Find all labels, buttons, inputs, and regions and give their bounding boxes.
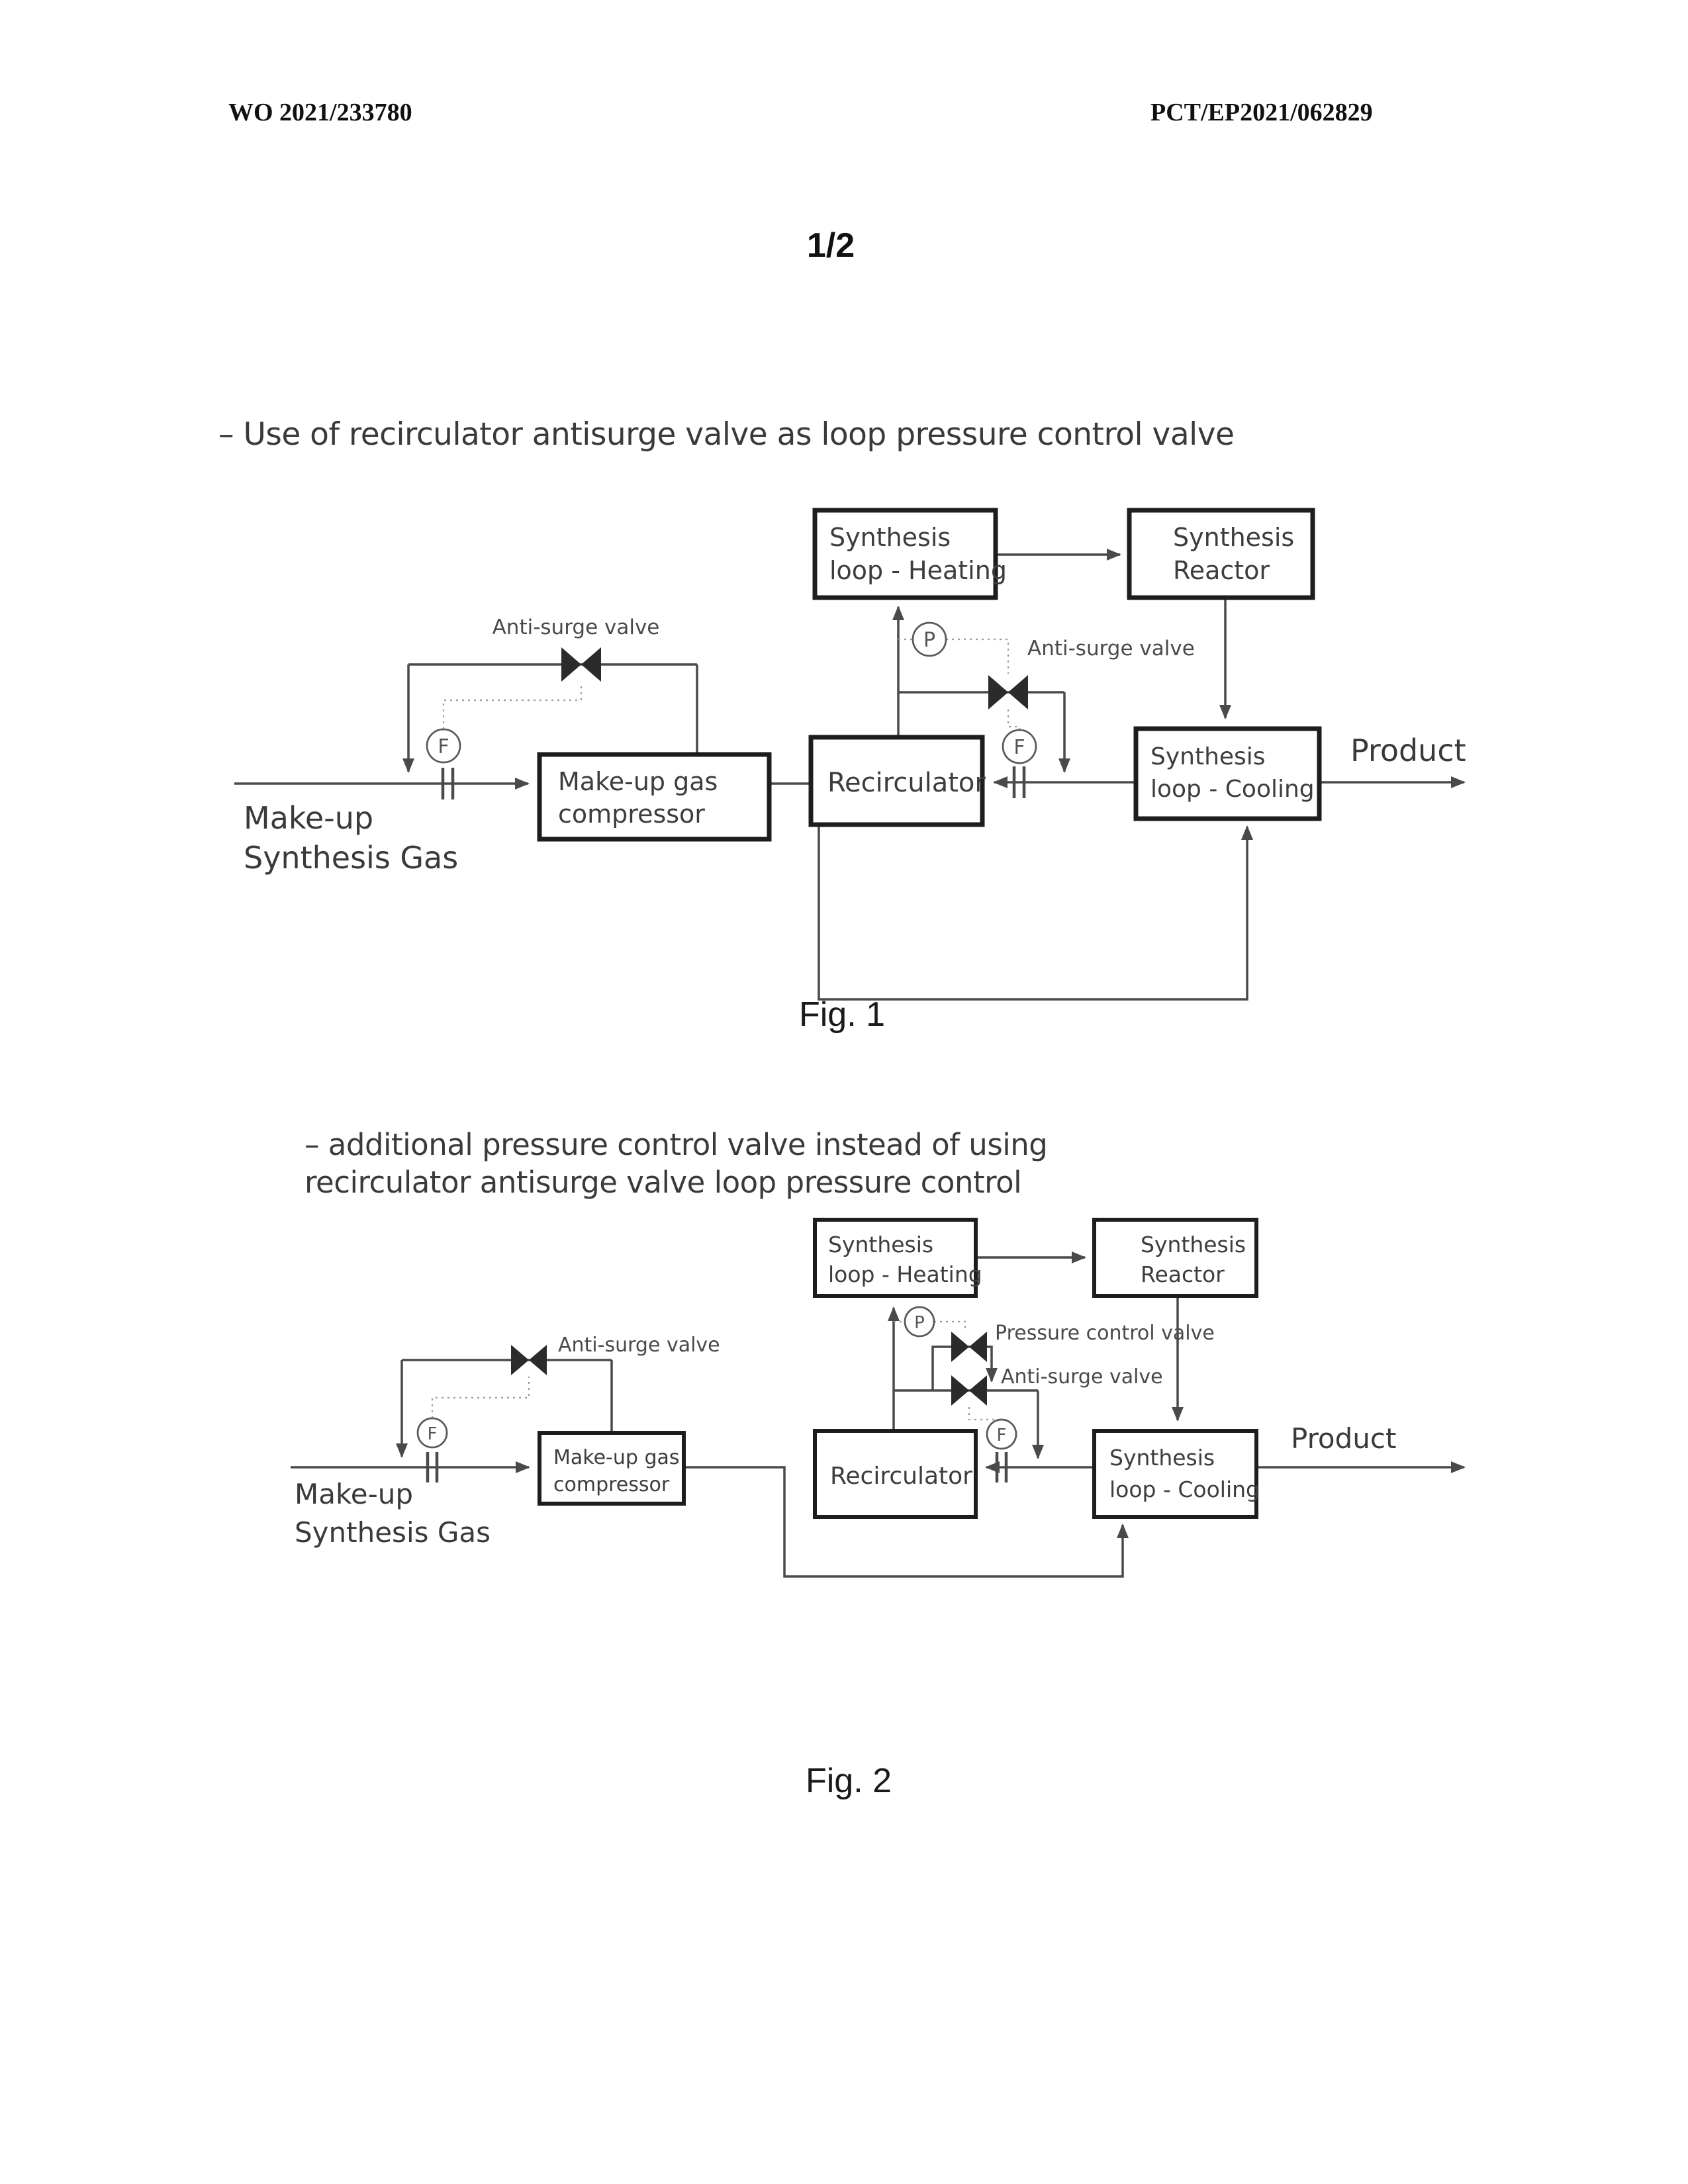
fig2-heating-label-line1: Synthesis [828, 1232, 934, 1257]
fig1-reactor-label-line1: Synthesis [1173, 523, 1295, 552]
publication-number: WO 2021/233780 [228, 99, 412, 126]
fig1-cooling-label-line2: loop - Cooling [1150, 776, 1315, 803]
fig2-pressure-signal-line [934, 1322, 965, 1330]
fig1-compressor-label-line1: Make-up gas [558, 767, 718, 796]
fig1-makeup-flow-sensor-icon [427, 729, 460, 762]
fig2-feed-label-line2: Synthesis Gas [295, 1516, 491, 1549]
fig1-loop-antisurge-valve-icon [988, 675, 1028, 709]
fig2-loop-flow-sensor-icon [987, 1420, 1016, 1449]
fig2-product-label: Product [1291, 1422, 1397, 1455]
fig1-pressure-sensor-icon [913, 623, 946, 656]
fig1-recirculator-box [811, 737, 986, 825]
fig2-makeup-flow-sensor-letter: F [427, 1424, 438, 1444]
fig2-compressor-label-line1: Make-up gas [553, 1446, 680, 1469]
fig1-title: – Use of recirculator antisurge valve as loop pressure control valve [218, 416, 1235, 453]
fig2-reactor-label-line2: Reactor [1141, 1261, 1225, 1287]
fig2-makeup-flow-signal-line [432, 1377, 529, 1418]
fig2-compressor-label-line2: compressor [553, 1473, 670, 1496]
fig2-loop-flow-sensor-letter: F [996, 1426, 1007, 1445]
fig1-recirculator-label: Recirculator [827, 768, 986, 798]
fig1-reactor-label-line2: Reactor [1173, 556, 1270, 585]
fig2-recirculator-label: Recirculator [830, 1463, 972, 1490]
fig2-pressure-control-valve-icon [951, 1332, 987, 1362]
fig1-compressor-box [539, 754, 769, 839]
fig2-pressure-sensor-icon [905, 1307, 934, 1336]
fig2-reactor-box [1094, 1220, 1256, 1296]
fig2-loop-antisurge-valve-icon [951, 1375, 987, 1406]
fig2-pressure-control-valve-label: Pressure control valve [995, 1322, 1215, 1345]
application-number: PCT/EP2021/062829 [1150, 99, 1373, 126]
fig1-pressure-signal-line [946, 639, 1008, 674]
fig2-heating-label-line2: loop - Heating [828, 1261, 982, 1287]
fig2-cooling-label-line1: Synthesis [1109, 1445, 1215, 1471]
fig1-reactor-box [1129, 510, 1313, 598]
fig2-compressor-antisurge-valve-icon [511, 1345, 547, 1375]
fig2-loop-flow-signal-line [969, 1407, 1002, 1420]
fig1-compressor-label-line2: compressor [558, 799, 705, 829]
fig2-compressor-antisurge-valve-label: Anti-surge valve [558, 1334, 720, 1357]
fig1-cooling-label-line1: Synthesis [1150, 743, 1266, 770]
fig2-diagram [291, 1127, 1464, 1800]
fig1-loop-antisurge-valve-label: Anti-surge valve [1027, 637, 1195, 660]
fig1-makeup-flow-signal-line [444, 683, 581, 729]
fig1-heating-box [815, 510, 1007, 598]
fig1-makeup-flow-sensor-letter: F [438, 735, 449, 758]
fig1-loop-flow-signal-line [1008, 709, 1019, 730]
fig2-cooling-box [1094, 1431, 1260, 1517]
fig2-reactor-label-line1: Synthesis [1141, 1232, 1246, 1257]
fig1-compressor-antisurge-valve-label: Anti-surge valve [492, 615, 660, 639]
fig1-diagram [218, 416, 1466, 1034]
page-number: 1/2 [806, 226, 855, 265]
fig1-heating-label-line2: loop - Heating [829, 556, 1007, 585]
fig1-caption: Fig. 1 [798, 995, 886, 1034]
fig2-heating-box [815, 1220, 982, 1296]
fig1-heating-label-line1: Synthesis [829, 523, 951, 552]
fig1-pressure-sensor-letter: P [923, 629, 936, 652]
fig2-recirculator-box [815, 1431, 976, 1517]
fig2-title-line1: – additional pressure control valve instead of using [305, 1127, 1048, 1162]
fig2-feed-label-line1: Make-up [295, 1478, 414, 1510]
fig2-loop-antisurge-valve-label: Anti-surge valve [1001, 1365, 1163, 1388]
fig2-title-line2: recirculator antisurge valve loop pressure control [305, 1165, 1022, 1200]
fig1-cooling-box [1136, 729, 1319, 819]
fig1-loop-flow-sensor-letter: F [1013, 736, 1025, 759]
fig1-product-label: Product [1350, 733, 1466, 768]
fig1-feed-label-line2: Synthesis Gas [244, 840, 459, 876]
fig2-caption: Fig. 2 [805, 1762, 892, 1800]
fig2-compressor-box [539, 1433, 684, 1504]
fig2-pressure-sensor-letter: P [914, 1313, 925, 1333]
fig1-feed-label-line1: Make-up [244, 800, 374, 836]
fig2-cooling-label-line2: loop - Cooling [1109, 1477, 1260, 1502]
fig1-compressor-antisurge-valve-icon [561, 647, 601, 682]
fig2-makeup-flow-sensor-icon [418, 1418, 447, 1447]
fig1-loop-flow-sensor-icon [1003, 730, 1036, 763]
